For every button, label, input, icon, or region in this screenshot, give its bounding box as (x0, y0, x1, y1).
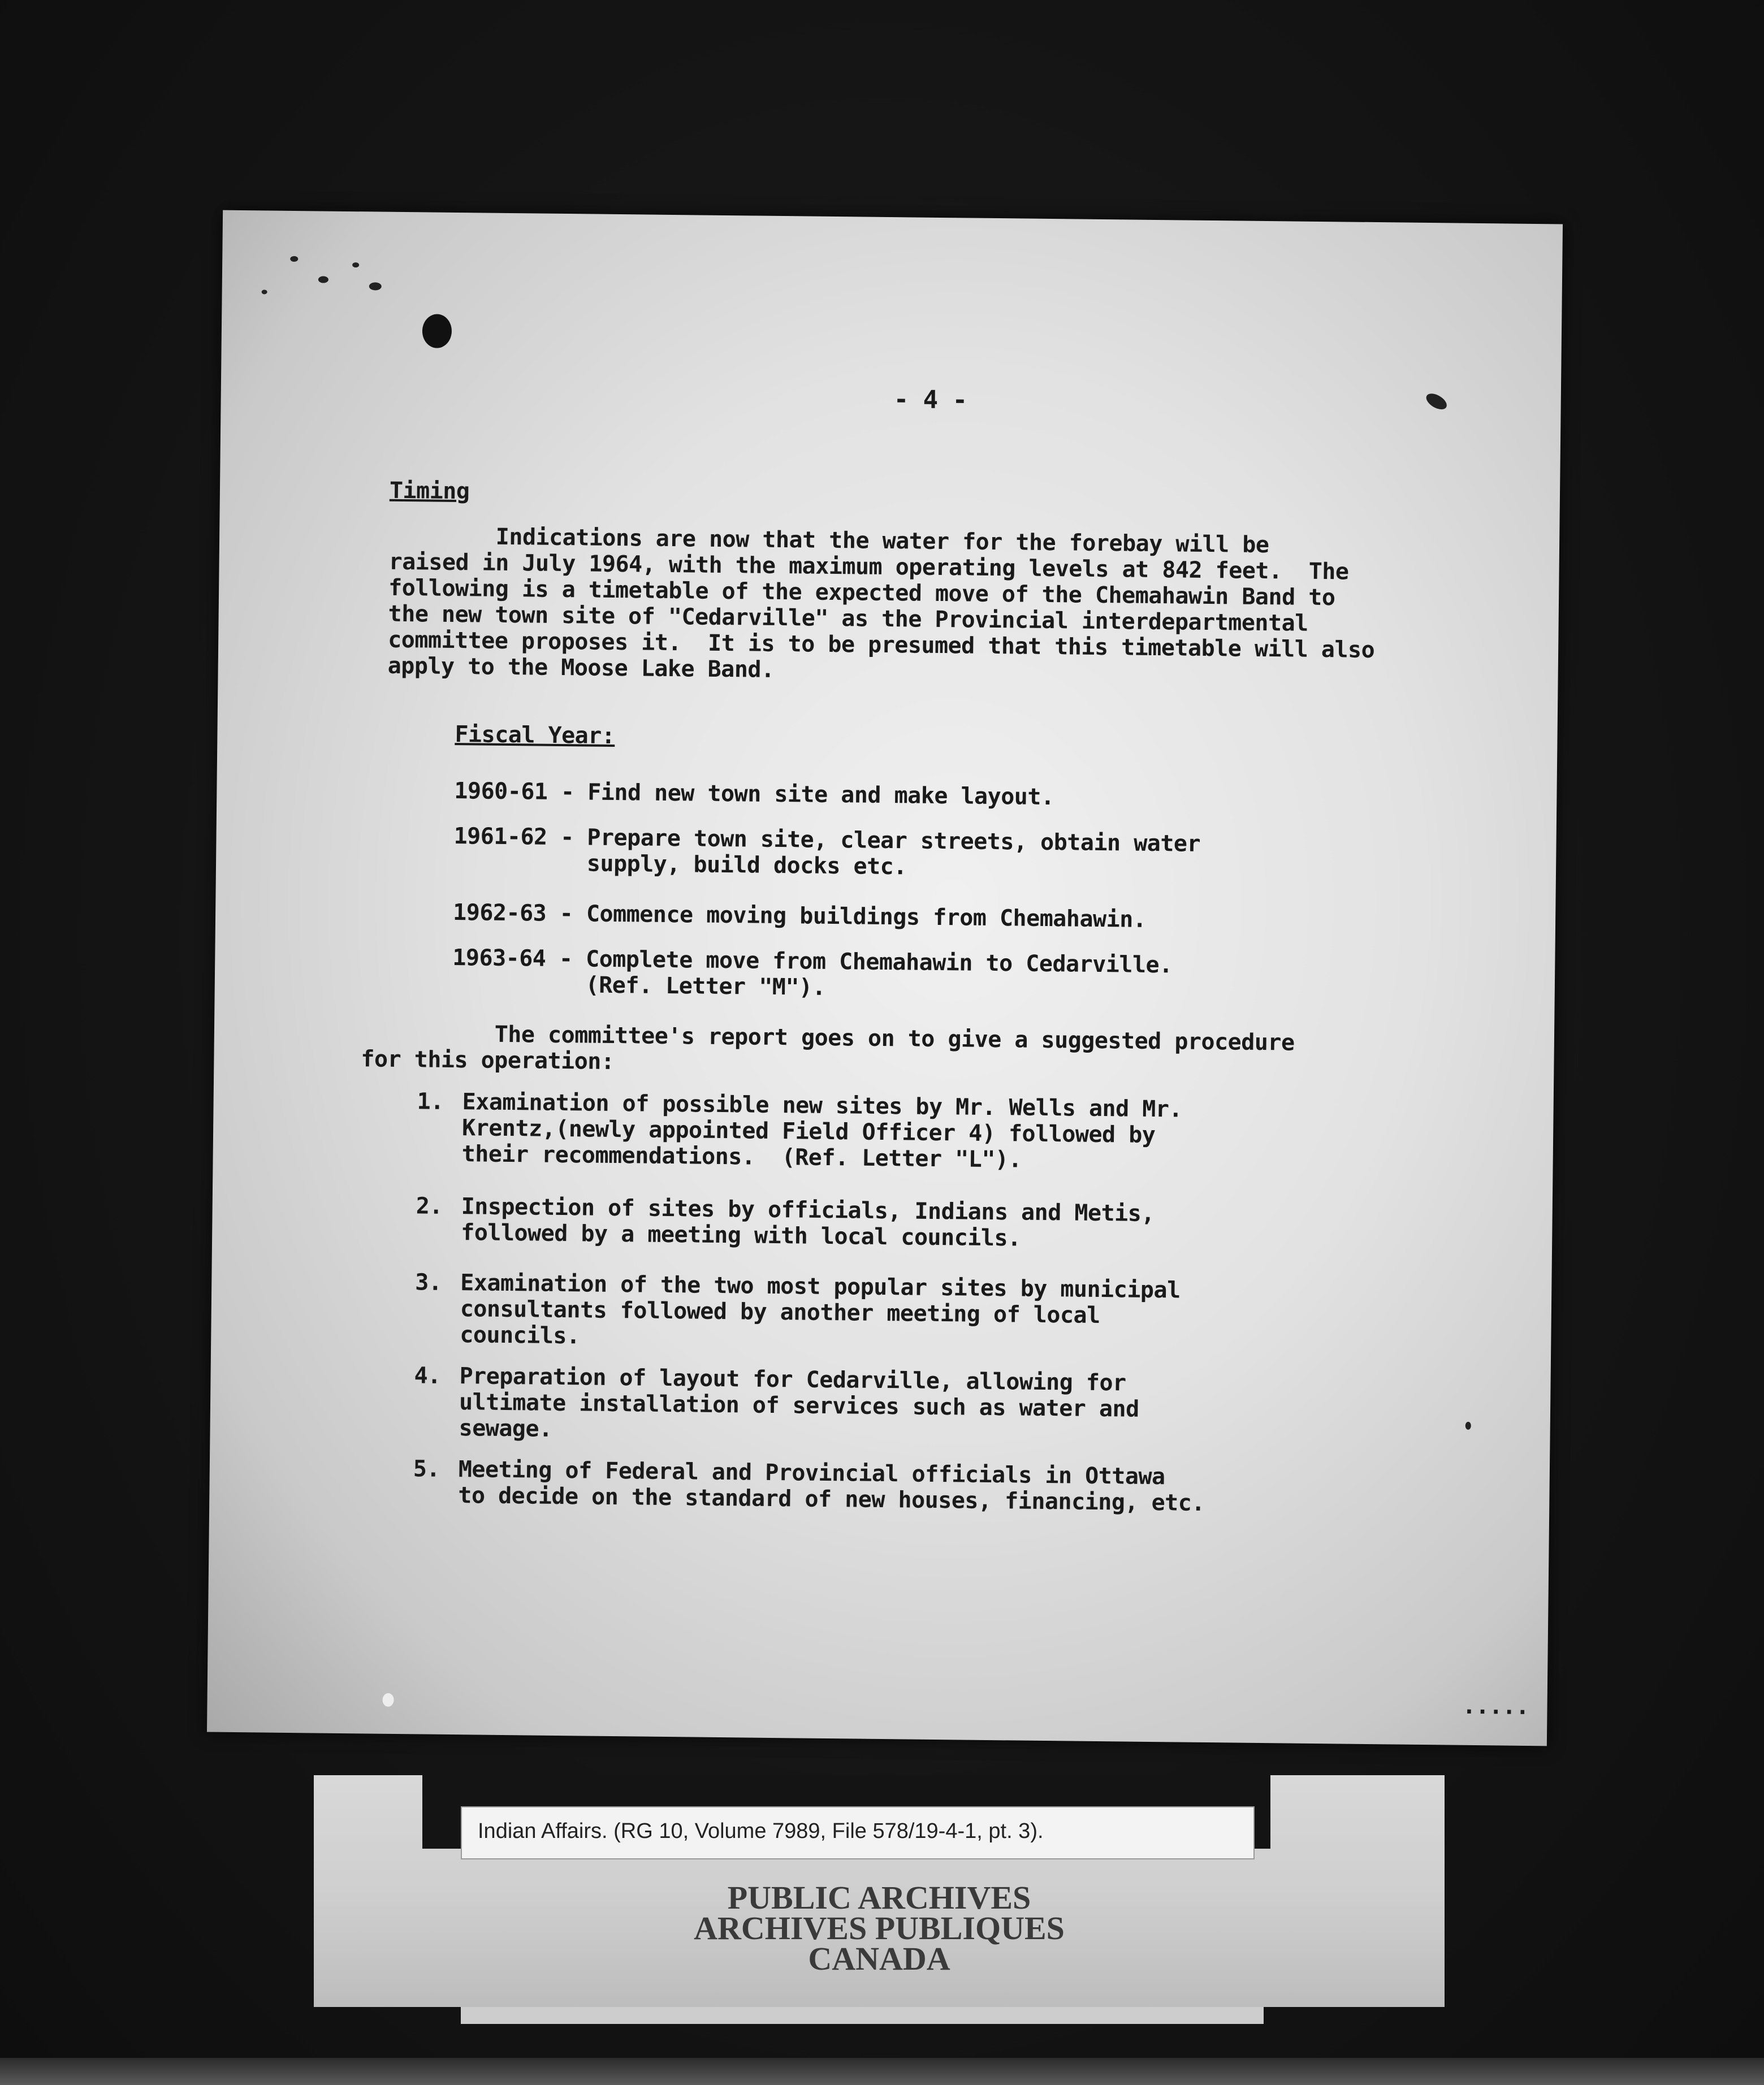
fiscal-entry: 1960-61 - Find new town site and make layout. (454, 778, 1054, 811)
page-number: - 4 - (893, 385, 967, 415)
procedure-step-text: Preparation of layout for Cedarville, allowing for ultimate installation of services such as water and sewage. (459, 1363, 1139, 1442)
procedure-step-number: 5. (413, 1456, 440, 1482)
procedure-step-number: 3. (415, 1269, 442, 1296)
fiscal-year-heading: Fiscal Year: (455, 721, 615, 749)
ink-speck (1465, 1422, 1471, 1430)
stamp-line: PUBLIC ARCHIVES (727, 1879, 1031, 1916)
label-base-strip (461, 2007, 1264, 2024)
fiscal-entry: 1962-63 - Commence moving buildings from Chemahawin. (452, 899, 1147, 933)
procedure-step-number: 2. (416, 1193, 443, 1219)
stamp-line: CANADA (808, 1940, 950, 1977)
procedure-step-text: Examination of the two most popular sites by municipal consultants followed by another meeting of local councils. (460, 1270, 1181, 1349)
fiscal-entry: 1961-62 - Prepare town site, clear streets, obtain water supply, build docks etc. (453, 823, 1201, 880)
punch-hole (422, 314, 452, 348)
stamp-line: ARCHIVES PUBLIQUES (694, 1910, 1065, 1946)
continuation-marker: ..... (1462, 1693, 1529, 1720)
ink-speck (262, 289, 267, 294)
procedure-step-number: 1. (417, 1088, 444, 1115)
ink-speck (369, 282, 382, 290)
procedure-intro-paragraph: The committee's report goes on to give a suggested procedure for this operation: (361, 1020, 1295, 1075)
fiscal-entry: 1963-64 - Complete move from Chemahawin to Cedarville. (Ref. Letter "M"). (452, 944, 1173, 1001)
archive-label-card (314, 1775, 1445, 2007)
procedure-step-text: Inspection of sites by officials, Indians and Metis, followed by a meeting with local councils. (461, 1193, 1155, 1252)
intro-paragraph: Indications are now that the water for the forebay will be raised in July 1964, with the maximum operating levels at 842 feet. The following is a timetable of the expected move of the Chemahawin Band to the new town site of "Cedarville" as the Provincial interdepartmental committee proposes it. It is to be presumed that this timetable will also apply to the Moose Lake Band. (387, 522, 1375, 683)
procedure-step-text: Examination of possible new sites by Mr. Wells and Mr. Krentz,(newly appointed Field Officer 4) followed by their recommendations. (Ref. Letter "L"). (461, 1089, 1183, 1173)
procedure-step-text: Meeting of Federal and Provincial officials in Ottawa to decide on the standard of new houses, financing, etc. (458, 1456, 1205, 1516)
film-edge (0, 2058, 1764, 2085)
ink-speck (382, 1693, 394, 1707)
procedure-step-number: 4. (414, 1362, 441, 1389)
ink-speck (290, 256, 298, 262)
archive-stamp (314, 1879, 1445, 1977)
ink-speck (352, 262, 359, 267)
document-page (207, 210, 1563, 1746)
section-heading: Timing (389, 477, 470, 505)
ink-speck (318, 276, 328, 283)
ink-speck (1424, 391, 1450, 413)
archive-citation: Indian Affairs. (RG 10, Volume 7989, File 578/19-4-1, pt. 3). (478, 1819, 1044, 1843)
